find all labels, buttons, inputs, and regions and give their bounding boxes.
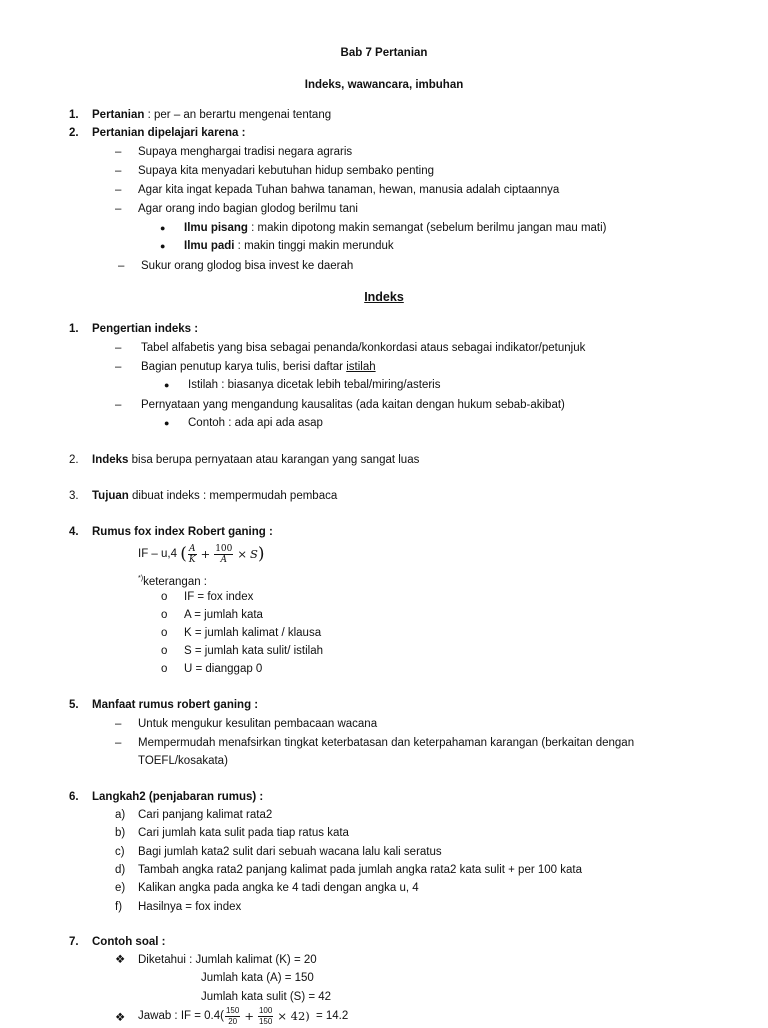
formula-note: *)keterangan : [138,575,207,588]
list-item: Langkah2 (penjabaran rumus) : [92,791,264,803]
list-item: Rumus fox index Robert ganing : [92,526,273,538]
bullet-marker: ● [164,380,170,390]
list-number: 2. [69,127,79,139]
fraction: $\frac{100}{A}$ [215,543,233,565]
list-item: Tabel alfabetis yang bisa sebagai penanda/konkordasi ataus sebagai indikator/petunjuk [141,342,586,354]
list-item: Cari jumlah kata sulit pada tiap ratus kata [138,827,349,839]
circle-marker: o [161,663,168,675]
diamond-marker: ❖ [115,954,126,966]
list-item: Tambah angka rata2 panjang kalimat pada jumlah angka rata2 kata sulit + per 100 kata [138,864,582,876]
list-item: Pernyataan yang mengandung kausalitas (ada kaitan dengan hukum sebab-akibat) [141,399,565,411]
list-item: Untuk mengukur kesulitan pembacaan wacana [138,718,378,730]
diamond-marker: ❖ [115,1012,126,1024]
document-subtitle: Indeks, wawancara, imbuhan [304,79,464,91]
list-number: 1. [69,109,79,121]
letter-marker: b) [115,827,126,839]
bullet-marker: ● [160,241,166,251]
answer-formula: Jawab : IF = 0.4( $\frac{150}{20}$ + $\frac{100}{150}$ × 42) = 14.2 [138,1005,349,1026]
list-item: Bagian penutup karya tulis, berisi daftar istilah [141,361,376,373]
list-item: Sukur orang glodog bisa invest ke daerah [141,260,354,272]
list-item: Agar orang indo bagian glodog berilmu tani [138,203,358,215]
fraction: $\frac{150}{20}$ [225,1005,240,1026]
list-item: Contoh soal : [92,936,166,948]
list-item: Pertanian dipelajari karena : [92,127,246,139]
circle-marker: o [161,591,168,603]
list-number: 7. [69,936,79,948]
list-item: S = jumlah kata sulit/ istilah [184,645,324,657]
list-number: 2. [69,454,79,466]
circle-marker: o [161,627,168,639]
list-item: Manfaat rumus robert ganing : [92,699,259,711]
dash-marker: – [115,718,122,730]
list-number: 3. [69,490,79,502]
list-item: Ilmu pisang : makin dipotong makin semangat (sebelum berilmu jangan mau mati) [184,222,607,234]
list-number: 6. [69,791,79,803]
list-item: Ilmu padi : makin tinggi makin merunduk [184,240,394,252]
circle-marker: o [161,609,168,621]
letter-marker: c) [115,846,125,858]
dash-marker: – [115,146,122,158]
list-item-continuation: Jumlah kata (A) = 150 [201,972,314,984]
list-item: Pengertian indeks : [92,323,199,335]
list-item: Istilah : biasanya dicetak lebih tebal/miring/asteris [188,379,441,391]
document-title: Bab 7 Pertanian [340,47,428,59]
list-item: Cari panjang kalimat rata2 [138,809,273,821]
formula: IF – u,4 ( $\frac{A}{K}$ + $\frac{100}{A}$ × S) [138,543,265,565]
fraction: $\frac{A}{K}$ [188,543,196,565]
dash-marker: – [118,260,125,272]
list-item: U = dianggap 0 [184,663,263,675]
list-item: A = jumlah kata [184,609,263,621]
dash-marker: – [115,203,122,215]
bullet-marker: ● [164,418,170,428]
circle-marker: o [161,645,168,657]
list-item: Supaya menghargai tradisi negara agraris [138,146,353,158]
list-item: Contoh : ada api ada asap [188,417,323,429]
list-item-continuation: Jumlah kata sulit (S) = 42 [201,991,332,1003]
letter-marker: e) [115,882,126,894]
list-item: Tujuan dibuat indeks : mempermudah pembaca [92,490,338,502]
dash-marker: – [115,184,122,196]
list-number: 5. [69,699,79,711]
dash-marker: – [115,737,122,749]
list-item-continuation: TOEFL/kosakata) [138,755,228,767]
list-item: K = jumlah kalimat / klausa [184,627,322,639]
letter-marker: d) [115,864,126,876]
dash-marker: – [115,361,122,373]
list-item: Indeks bisa berupa pernyataan atau karangan yang sangat luas [92,454,420,466]
list-item: Diketahui : Jumlah kalimat (K) = 20 [138,954,317,966]
list-number: 4. [69,526,79,538]
bullet-marker: ● [160,223,166,233]
list-item: Supaya kita menyadari kebutuhan hidup sembako penting [138,165,435,177]
list-item: Kalikan angka pada angka ke 4 tadi dengan angka u, 4 [138,882,419,894]
list-item: IF = fox index [184,591,254,603]
dash-marker: – [115,399,122,411]
list-item: Agar kita ingat kepada Tuhan bahwa tanaman, hewan, manusia adalah ciptaannya [138,184,560,196]
list-item: Mempermudah menafsirkan tingkat keterbatasan dan keterpahaman karangan (berkaitan dengan [138,737,635,749]
list-item: Pertanian : per – an berartu mengenai tentang [92,109,332,121]
fraction: $\frac{100}{150}$ [258,1005,273,1026]
letter-marker: a) [115,809,126,821]
list-item: Hasilnya = fox index [138,901,242,913]
list-number: 1. [69,323,79,335]
section-heading: Indeks [364,290,404,304]
list-item: Bagi jumlah kata2 sulit dari sebuah wacana lalu kali seratus [138,846,442,858]
letter-marker: f) [115,901,123,913]
dash-marker: – [115,342,122,354]
dash-marker: – [115,165,122,177]
